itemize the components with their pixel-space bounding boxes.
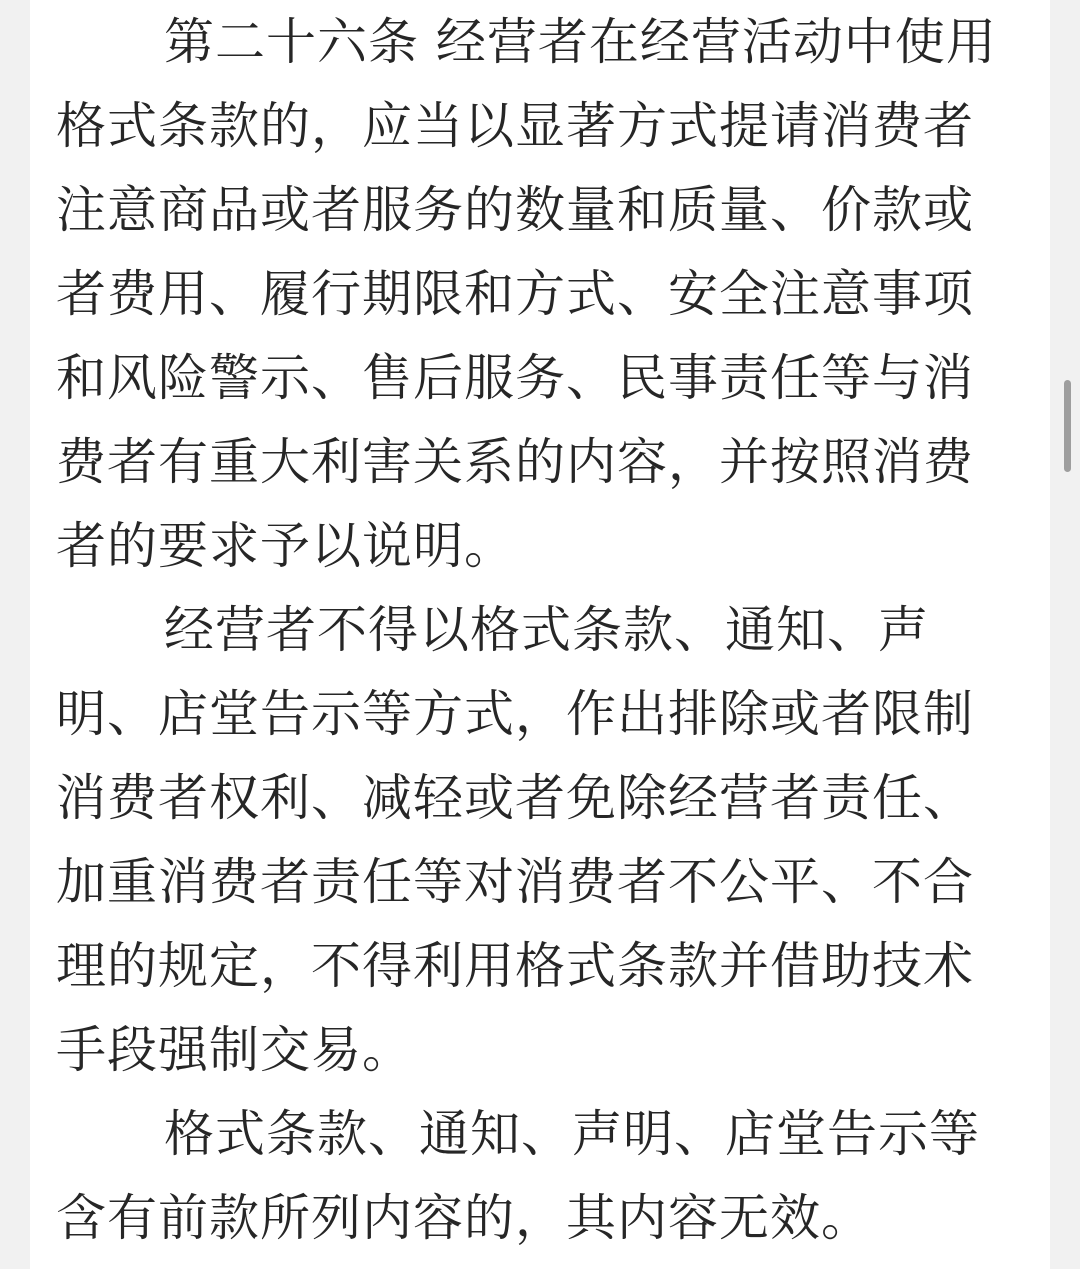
paragraph-2-line-5: 理的规定，不得利用格式条款并借助技术 <box>56 937 974 995</box>
paragraph-2-line-4: 加重消费者责任等对消费者不公平、不合 <box>56 853 974 911</box>
paragraph-2-line-2: 明、店堂告示等方式，作出排除或者限制 <box>56 685 974 743</box>
paragraph-2-line-3: 消费者权利、减轻或者免除经营者责任、 <box>56 769 974 827</box>
paragraph-3-line-2: 含有前款所列内容的，其内容无效。 <box>56 1189 872 1247</box>
article-26-line-6: 费者有重大利害关系的内容，并按照消费 <box>56 433 974 491</box>
article-26-line-4: 者费用、履行期限和方式、安全注意事项 <box>56 265 974 323</box>
document-page <box>30 0 1050 1269</box>
article-26-line-5: 和风险警示、售后服务、民事责任等与消 <box>56 349 974 407</box>
article-text <box>56 0 1016 1260</box>
article-26-line-3: 注意商品或者服务的数量和质量、价款或 <box>56 181 974 239</box>
scrollbar-thumb[interactable] <box>1064 380 1071 472</box>
article-26-line-2: 格式条款的，应当以显著方式提请消费者 <box>56 97 974 155</box>
article-26-line-1: 第二十六条 经营者在经营活动中使用 <box>164 13 997 71</box>
paragraph-2-line-1: 经营者不得以格式条款、通知、声 <box>164 601 929 659</box>
paragraph-3-line-1: 格式条款、通知、声明、店堂告示等 <box>164 1105 980 1163</box>
paragraph-2-line-6: 手段强制交易。 <box>56 1021 413 1079</box>
article-26-line-7: 者的要求予以说明。 <box>56 517 515 575</box>
